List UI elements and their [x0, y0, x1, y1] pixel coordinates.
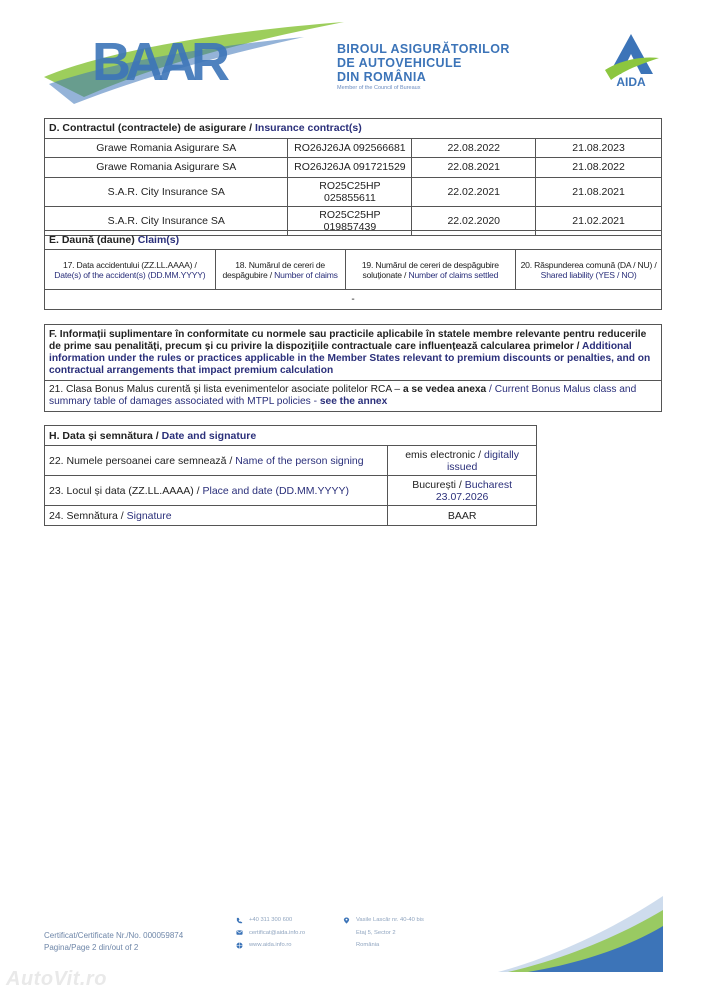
section-e-title: E. Daună (daune) Claim(s) [45, 231, 662, 250]
phone-icon [236, 917, 243, 924]
claims-value: - [45, 290, 662, 310]
organization-name [337, 42, 537, 91]
policy-cell: RO26J26JA 091721529 [288, 158, 412, 178]
insurer-cell: Grawe Romania Asigurare SA [45, 158, 288, 178]
section-h-title: H. Data și semnătura / Date and signature [45, 426, 537, 446]
address-line-3: România [356, 942, 380, 948]
baar-logo [44, 22, 344, 104]
signature-label: 24. Semnătura / Signature [45, 506, 388, 526]
end-date-cell: 21.08.2021 [536, 177, 662, 206]
certificate-number: Certificat/Certificate Nr./No. 000059874 [44, 931, 184, 940]
place-date-value: București / Bucharest 23.07.2026 [388, 476, 537, 506]
col-shared-liability: 20. Răspunderea comună (DA / NU) / Shared liability (YES / NO) [516, 250, 662, 290]
location-pin-icon [343, 917, 350, 924]
aida-logo [601, 30, 661, 92]
insurer-cell: S.A.R. City Insurance SA [45, 177, 288, 206]
col-claims-settled: 19. Numărul de cereri de despăgubire soluționate / Number of claims settled [345, 250, 516, 290]
certificate-info [44, 930, 183, 954]
table-row [45, 158, 662, 178]
email-icon [236, 929, 243, 936]
footer-swoosh [498, 896, 663, 972]
start-date-cell: 22.08.2021 [412, 158, 536, 178]
globe-icon [236, 942, 243, 949]
policy-cell: RO25C25HP 025855611 [288, 177, 412, 206]
insurer-cell: Grawe Romania Asigurare SA [45, 138, 288, 158]
signature-value: BAAR [388, 506, 537, 526]
end-date-cell: 21.08.2022 [536, 158, 662, 178]
address-line-2: Etaj 5, Sector 2 [356, 930, 396, 936]
policy-cell: RO25C25HP 019857439 [288, 206, 412, 235]
start-date-cell: 22.02.2020 [412, 206, 536, 235]
end-date-cell: 21.02.2021 [536, 206, 662, 235]
table-row [45, 177, 662, 206]
bonus-malus-item: 21. Clasa Bonus Malus curentă și lista evenimentelor asociate politelor RCA – a se vedea anexa / Current Bonus Malus class and summary table of damages associated with MTPL policies - see the annex [45, 381, 662, 412]
phone-number: +40 311 300 600 [249, 917, 293, 923]
org-subtitle: Member of the Council of Bureaux [337, 85, 421, 91]
policy-cell: RO26J26JA 092566681 [288, 138, 412, 158]
insurer-cell: S.A.R. City Insurance SA [45, 206, 288, 235]
end-date-cell: 21.08.2023 [536, 138, 662, 158]
page-number: Pagina/Page 2 din/out of 2 [44, 943, 139, 952]
watermark: AutoVit.ro [6, 968, 107, 990]
col-number-of-claims: 18. Numărul de cereri de despăgubire / Number of claims [215, 250, 345, 290]
place-date-label: 23. Locul și data (ZZ.LL.AAAA) / Place and date (DD.MM.YYYY) [45, 476, 388, 506]
svg-text:BAAR: BAAR [92, 32, 224, 92]
org-line-3: DIN ROMÂNIA [337, 70, 427, 84]
signature-table [44, 425, 537, 526]
org-line-2: DE AUTOVEHICULE [337, 56, 462, 70]
email-address: certificat@aida.info.ro [249, 930, 306, 936]
signer-name-value: emis electronic / digitally issued [388, 446, 537, 476]
section-d-title: D. Contractul (contractele) de asigurare / Insurance contract(s) [45, 119, 662, 139]
address-line-1: Vasile Lascăr nr. 40-40 bis [356, 917, 424, 923]
table-row [45, 138, 662, 158]
start-date-cell: 22.08.2022 [412, 138, 536, 158]
signer-name-label: 22. Numele persoanei care semnează / Name of the person signing [45, 446, 388, 476]
svg-text:AIDA: AIDA [616, 75, 646, 89]
org-line-1: BIROUL ASIGURĂTORILOR [337, 42, 510, 56]
additional-info-table [44, 324, 662, 412]
insurance-contracts-table [44, 118, 662, 236]
start-date-cell: 22.02.2021 [412, 177, 536, 206]
claims-table [44, 230, 662, 310]
section-f-title: F. Informații suplimentare în conformitate cu normele sau practicile aplicabile în statele membre relevante pentru reducerile de prime sau penalități, precum și cu privire la dispozițiile contractuale care influențează calcularea primelor / Additional information under the rules or practices applicable in the Member States relevant to premium discounts or penalties, and on contractual arrangements that impact premium calculation [45, 325, 662, 381]
website: www.aida.info.ro [249, 942, 292, 948]
col-accident-date: 17. Data accidentului (ZZ.LL.AAAA) / Date(s) of the accident(s) (DD.MM.YYYY) [45, 250, 216, 290]
